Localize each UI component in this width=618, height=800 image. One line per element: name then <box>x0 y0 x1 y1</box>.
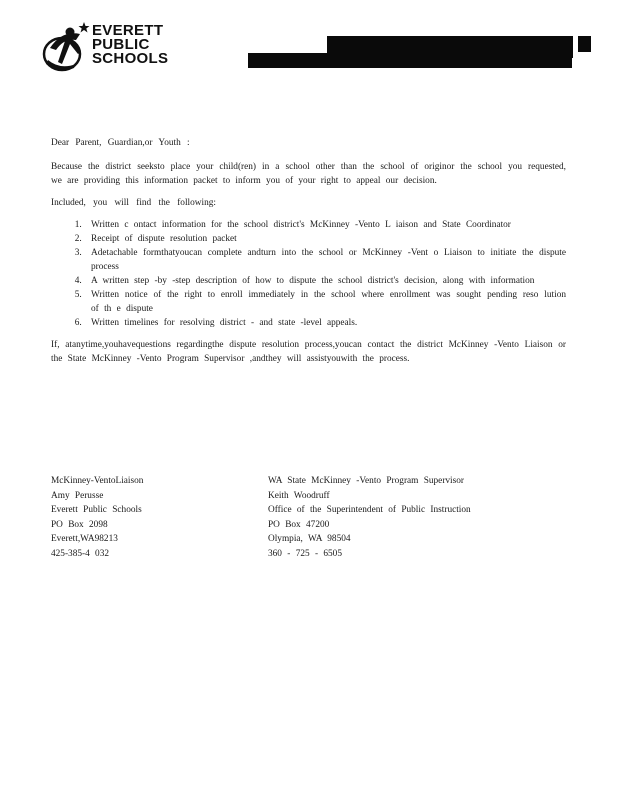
list-item: 4. A written step -by -step description of how to dispute the school district's decision, along with information <box>87 274 566 288</box>
closing-paragraph: If, atanytime,youhavequestions regardingthe dispute resolution process,youcan contact the district McKinney -Vento Liaison or the State McKinney -Vento Program Supervisor ,andthey will assistyouwith the process. <box>51 340 566 364</box>
contact-city: Everett,WA98213 <box>51 534 118 544</box>
liaison-contact <box>51 474 291 561</box>
contact-org: Everett Public Schools <box>51 505 142 515</box>
supervisor-contact <box>268 474 508 561</box>
contact-name: Keith Woodruff <box>268 490 330 501</box>
contact-phone: 425-385-4 032 <box>51 548 110 559</box>
list-item: 6. Written timelines for resolving district - and state -level appeals. <box>87 316 566 330</box>
logo-line-2: PUBLIC <box>92 36 150 53</box>
logo-wordmark <box>92 24 168 66</box>
intro-paragraph: Because the district seeksto place your child(ren) in a school other than the school of originor the school you requested, we are providing this information packet to inform you of your right to appeal our decision. <box>51 162 566 186</box>
logo-line-3: SCHOOLS <box>92 50 169 67</box>
logo-line-1: EVERETT <box>92 22 164 39</box>
salutation: Dear Parent, Guardian,or Youth : <box>51 138 190 148</box>
letter-body <box>51 136 566 366</box>
list-item: 5. Written notice of the right to enroll immediately in the school where enrollment was sought pending reso lution of th e dispute <box>87 288 566 316</box>
redaction-bar <box>248 53 572 68</box>
logo-figure-icon <box>40 20 90 78</box>
redaction-bar <box>578 36 591 52</box>
included-list <box>51 218 566 330</box>
included-heading: Included, you will find the following: <box>51 198 216 208</box>
contact-title: McKinney-VentoLiaison <box>51 476 144 486</box>
list-item: 2. Receipt of dispute resolution packet <box>87 232 566 246</box>
contact-city: Olympia, WA 98504 <box>268 534 351 544</box>
list-item: 3. Adetachable formthatyoucan complete andturn into the school or McKinney -Vent o Liaison to initiate the dispute process <box>87 246 566 274</box>
contact-org: Office of the Superintendent of Public Instruction <box>268 505 471 515</box>
contact-address: PO Box 2098 <box>51 519 108 530</box>
contact-title: WA State McKinney -Vento Program Supervisor <box>268 476 465 486</box>
contact-name: Amy Perusse <box>51 490 104 501</box>
district-logo <box>40 20 180 80</box>
contact-address: PO Box 47200 <box>268 519 330 530</box>
contact-phone: 360 - 725 - 6505 <box>268 548 342 559</box>
list-item: 1. Written c ontact information for the school district's McKinney -Vento L iaison and State Coordinator <box>87 218 566 232</box>
